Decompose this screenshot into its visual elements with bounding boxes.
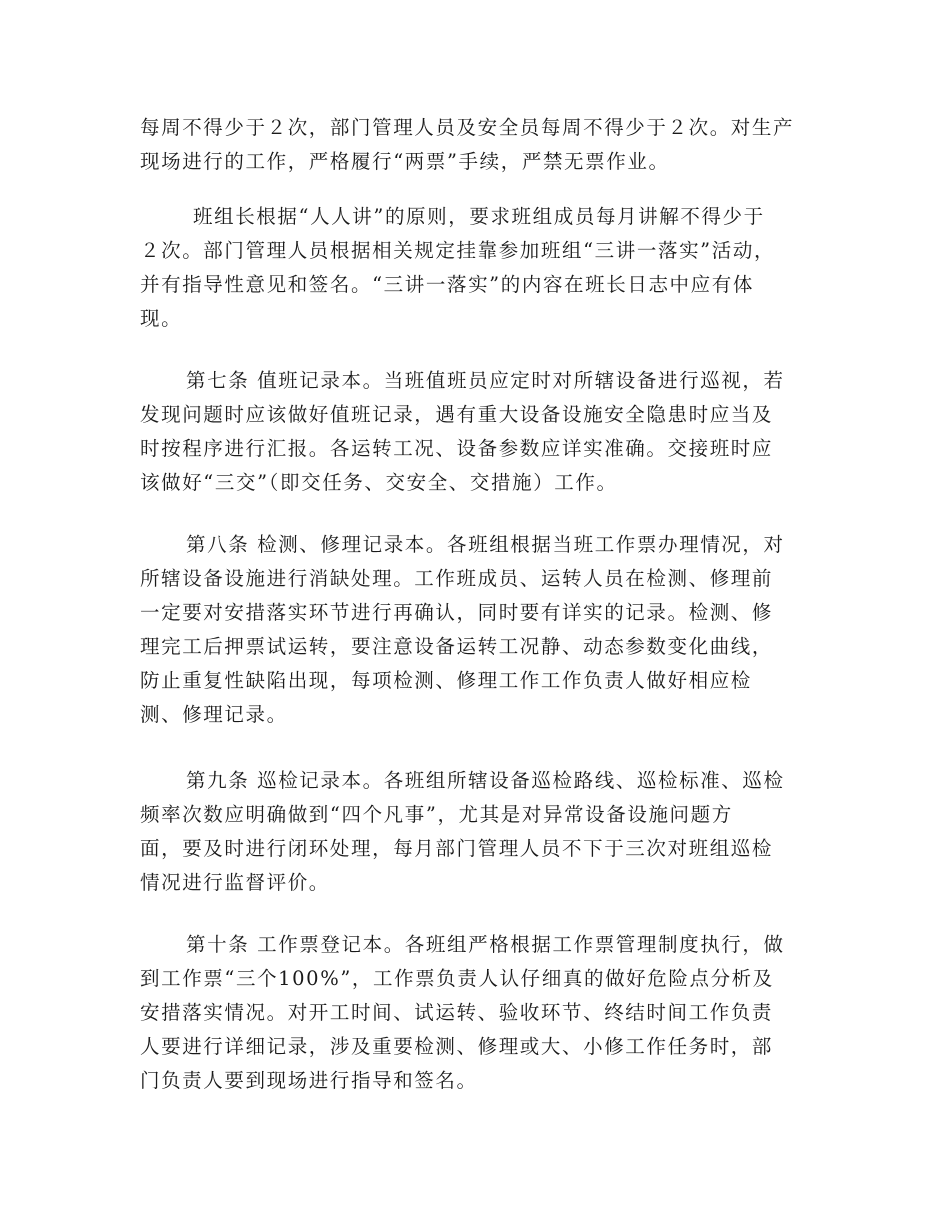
text-line: 第九条 巡检记录本。各班组所辖设备巡检路线、巡检标准、巡检 [186,769,785,792]
text-line: 门负责人要到现场进行指导和签名。 [140,1069,478,1092]
text-line: 班组长根据“人人讲”的原则，要求班组成员每月讲解不得少于 [193,205,765,228]
text-line: 一定要对安措落实环节进行再确认，同时要有详实的记录。检测、修 [140,601,774,624]
text-line: 现场进行的工作，严格履行“两票”手续，严禁无票作业。 [140,150,670,173]
text-line: 每周不得少于２次，部门管理人员及安全员每周不得少于２次。对生产 [140,116,795,139]
text-line: 到工作票“三个100%”，工作票负责人认仔细真的做好危险点分析及 [140,967,774,990]
text-line: 理完工后押票试运转，要注意设备运转工况静、动态参数变化曲线， [140,635,774,658]
paragraph-article-7 [140,364,820,500]
text-line: ２次。部门管理人员根据相关规定挂靠参加班组“三讲一落实”活动， [140,239,776,262]
text-line: 第七条 值班记录本。当班值班员应定时对所辖设备进行巡视，若 [186,369,785,392]
text-line: 现。 [140,307,183,330]
text-line: 该做好“三交”（即交任务、交安全、交措施）工作。 [140,471,618,494]
text-line: 面，要及时进行闭环处理，每月部门管理人员不下于三次对班组巡检 [140,837,774,860]
text-line: 测、修理记录。 [140,703,288,726]
text-line: 情况进行监督评价。 [140,871,330,894]
text-line: 发现问题时应该做好值班记录，遇有重大设备设施安全隐患时应当及 [140,403,774,426]
paragraph-article-10 [140,928,820,1098]
text-line: 并有指导性意见和签名。“三讲一落实”的内容在班长日志中应有体 [140,273,754,296]
paragraph-article-9 [140,764,820,900]
text-line: 安措落实情况。对开工时间、试运转、验收环节、终结时间工作负责 [140,1001,774,1024]
paragraph-article-8 [140,528,820,732]
paragraph-2 [140,200,820,336]
text-line: 第十条 工作票登记本。各班组严格根据工作票管理制度执行，做 [186,933,785,956]
text-line: 频率次数应明确做到“四个凡事”，尤其是对异常设备设施问题方 [140,803,733,826]
text-line: 时按程序进行汇报。各运转工况、设备参数应详实准确。交接班时应 [140,437,774,460]
text-line: 第八条 检测、修理记录本。各班组根据当班工作票办理情况，对 [186,533,785,556]
text-line: 人要进行详细记录，涉及重要检测、修理或大、小修工作任务时，部 [140,1035,774,1058]
paragraph-1 [140,111,820,179]
text-line: 防止重复性缺陷出现，每项检测、修理工作工作负责人做好相应检 [140,669,752,692]
text-line: 所辖设备设施进行消缺处理。工作班成员、运转人员在检测、修理前 [140,567,774,590]
